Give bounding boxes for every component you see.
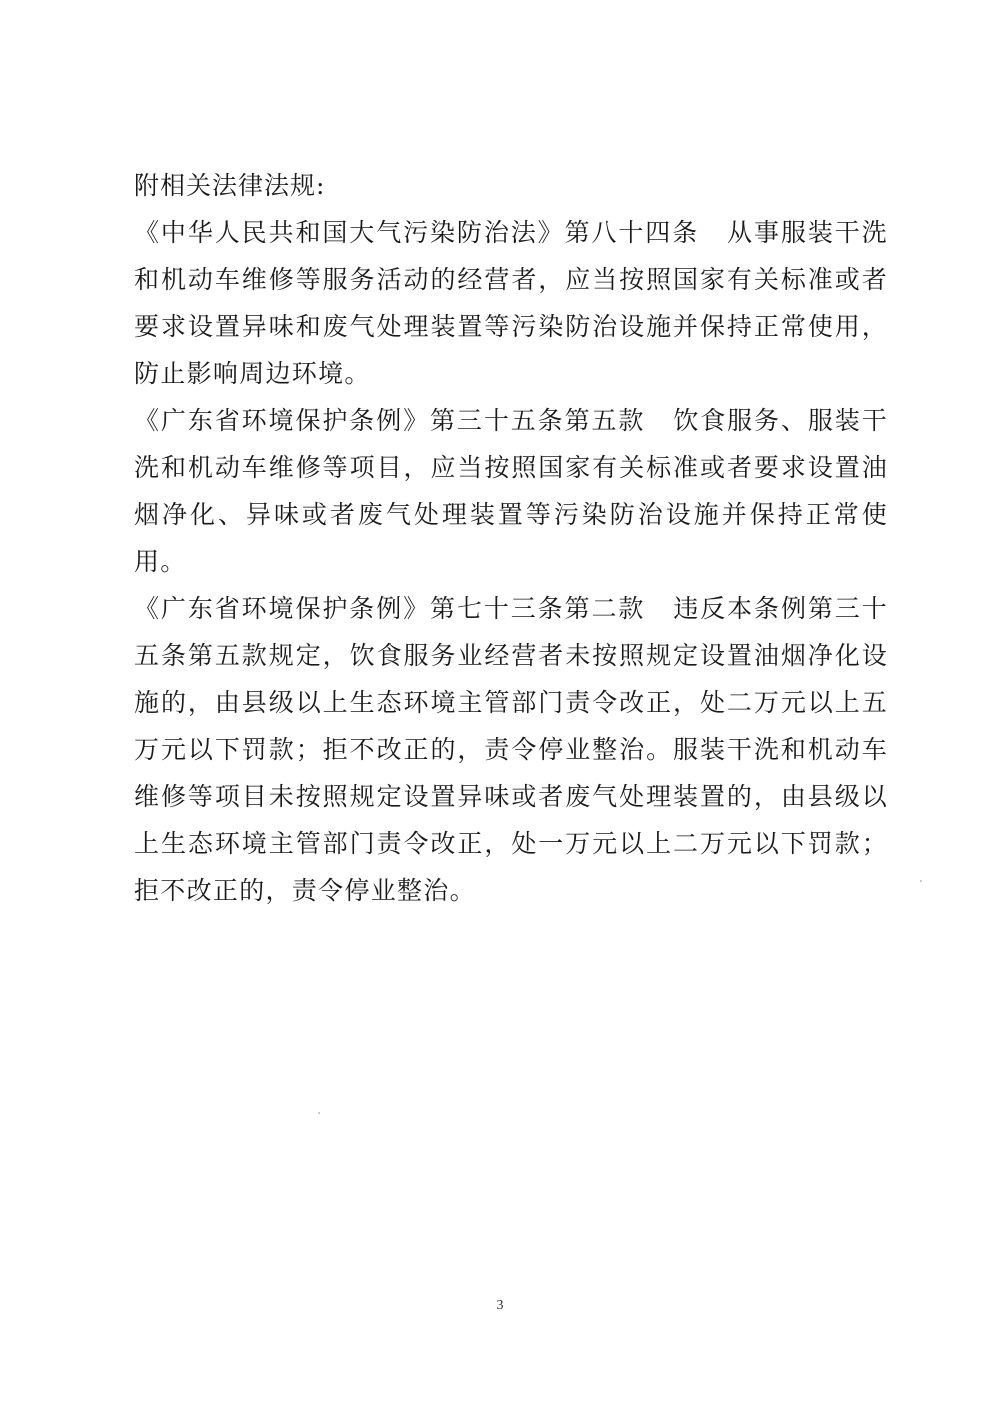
document-body <box>134 162 888 914</box>
article-text: 饮食服务、服装干洗和机动车维修等项目，应当按照国家有关标准或者要求设置油烟净化、异味或者废气处理装置等污染防治设施并保持正常使用。 <box>134 406 889 576</box>
section-heading: 附相关法律法规: <box>134 171 326 200</box>
article-text: 违反本条例第三十五条第五款规定，饮食服务业经营者未按照规定设置油烟净化设施的，由县级以上生态环境主管部门责令改正，处二万元以上五万元以下罚款；拒不改正的，责令停业整治。服装干洗和机动车维修等项目未按照规定设置异味或者废气处理装置的，由县级以上生态环境主管部门责令改正，处一万元以上二万元以下罚款；拒不改正的，责令停业整治。 <box>134 594 889 905</box>
article-citation: 《广东省环境保护条例》第三十五条第五款 <box>134 406 646 435</box>
law-article <box>134 209 888 397</box>
article-text: 从事服装干洗和机动车维修等服务活动的经营者，应当按照国家有关标准或者要求设置异味和废气处理装置等污染防治设施并保持正常使用，防止影响周边环境。 <box>134 218 888 388</box>
scan-speck <box>920 880 922 882</box>
article-citation: 《广东省环境保护条例》第七十三条第二款 <box>134 594 646 623</box>
law-article <box>134 585 888 914</box>
article-citation: 《中华人民共和国大气污染防治法》第八十四条 <box>134 218 700 247</box>
law-article <box>134 397 888 585</box>
scan-speck <box>318 1112 320 1114</box>
page-number: 3 <box>496 1298 504 1313</box>
